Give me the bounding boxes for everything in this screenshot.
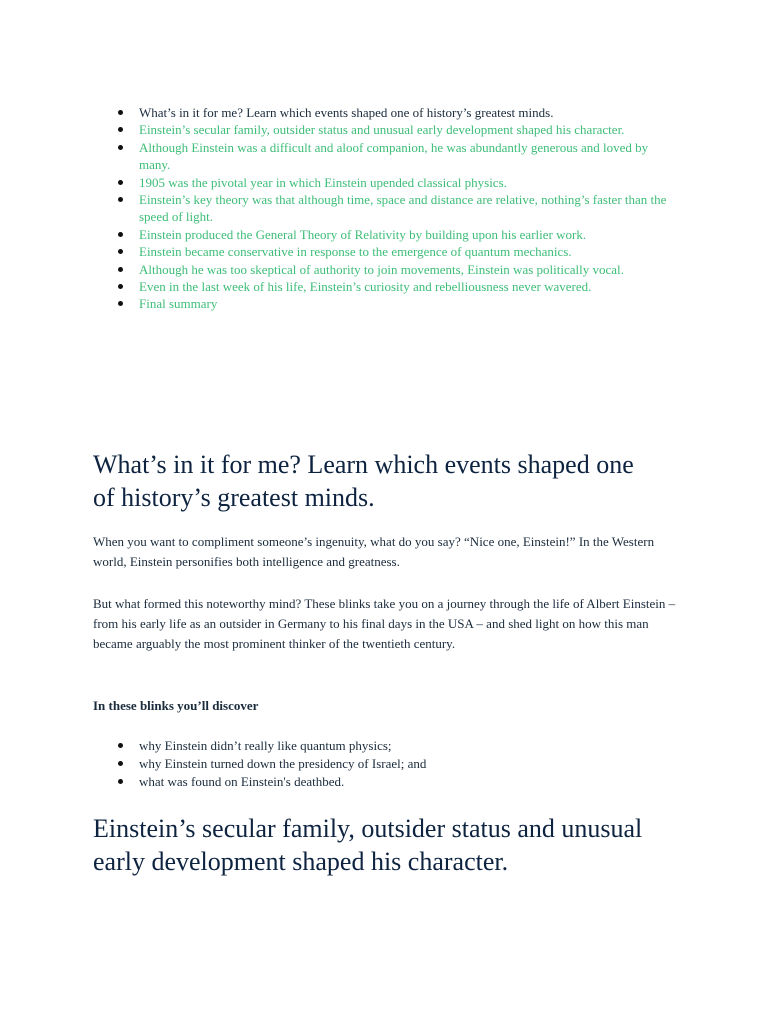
toc-item[interactable]: 1905 was the pivotal year in which Einstein upended classical physics. [118,174,678,191]
discover-item: why Einstein turned down the presidency of Israel; and [118,755,658,773]
toc-item[interactable]: Even in the last week of his life, Einstein’s curiosity and rebelliousness never wavered. [118,278,678,295]
section-heading: What’s in it for me? Learn which events shaped one of history’s greatest minds. [93,450,634,512]
section-heading: Einstein’s secular family, outsider status and unusual early development shaped his character. [93,814,643,876]
toc-item[interactable]: Einstein’s secular family, outsider status and unusual early development shaped his character. [118,121,678,138]
discover-item: why Einstein didn’t really like quantum physics; [118,737,658,755]
toc-item[interactable]: Final summary [118,295,678,312]
discover-label: In these blinks you’ll discover [93,698,259,713]
intro-paragraph: When you want to compliment someone’s ingenuity, what do you say? “Nice one, Einstein!” In the Western world, Einstein personifies both intelligence and greatness. [93,534,655,569]
toc-item[interactable]: Although Einstein was a difficult and aloof companion, he was abundantly generous and loved by many. [118,139,678,174]
toc-item[interactable]: Einstein produced the General Theory of Relativity by building upon his earlier work. [118,226,678,243]
toc-item[interactable]: Although he was too skeptical of authority to join movements, Einstein was politically vocal. [118,261,678,278]
toc-item[interactable]: Einstein’s key theory was that although time, space and distance are relative, nothing’s faster than the speed of light. [118,191,678,226]
toc-item[interactable]: Einstein became conservative in response to the emergence of quantum mechanics. [118,243,678,260]
toc-item[interactable]: What’s in it for me? Learn which events shaped one of history’s greatest minds. [118,104,678,121]
journey-paragraph: But what formed this noteworthy mind? These blinks take you on a journey through the life of Albert Einstein – from his early life as an outsider in Germany to his final days in the USA – and shed light on how this man became arguably the most prominent thinker of the twentieth century. [93,596,676,651]
discover-list [118,737,658,791]
table-of-contents [118,104,678,313]
discover-item: what was found on Einstein's deathbed. [118,773,658,791]
